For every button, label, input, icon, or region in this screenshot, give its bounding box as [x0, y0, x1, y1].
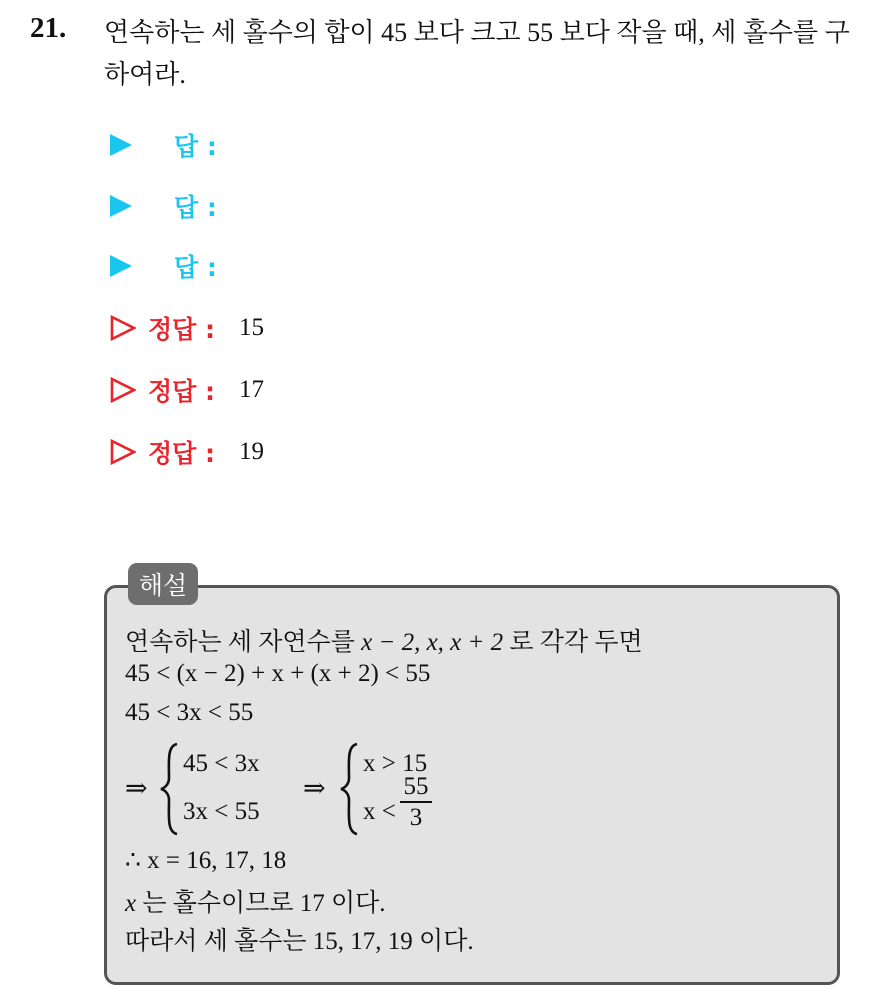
solution-line-2: 45 < (x − 2) + x + (x + 2) < 55: [125, 660, 431, 687]
play-icon: [110, 255, 132, 277]
question-number: 21.: [30, 12, 67, 44]
correct-answer-row: [110, 370, 264, 410]
left-brace-icon: [339, 742, 361, 836]
fraction-denominator: 3: [409, 804, 423, 831]
correct-answer-label: 정답 :: [148, 439, 216, 468]
answer-blank-label: 답 :: [174, 132, 217, 161]
system-line: 45 < 3x: [183, 750, 260, 777]
play-icon: [110, 195, 132, 217]
solution-line-5: [125, 883, 386, 919]
answer-blank-label: 답 :: [174, 193, 217, 222]
solution-text: 는 홀수이므로 17 이다.: [142, 890, 386, 917]
solution-math: x − 2, x, x + 2: [361, 629, 504, 656]
question-text: 연속하는 세 홀수의 합이 45 보다 크고 55 보다 작을 때, 세 홀수를 구하여라.: [104, 18, 850, 89]
solution-tag: 해설: [128, 563, 198, 605]
correct-answer-row: [110, 308, 264, 348]
correct-answer-value: 15: [239, 314, 265, 341]
implies-arrow: ⇒: [125, 773, 148, 803]
system-line: x <: [363, 798, 396, 825]
left-brace-icon: [159, 742, 181, 836]
answer-blank-row: [110, 186, 217, 226]
solution-line-1: [125, 622, 643, 658]
correct-answer-value: 17: [239, 376, 265, 403]
play-icon: [110, 134, 132, 156]
fraction-numerator: 55: [403, 773, 429, 800]
correct-answer-value: 19: [239, 438, 265, 465]
implies-arrow: ⇒: [303, 773, 326, 803]
system-line: x > 15: [363, 750, 428, 777]
answer-blank-row: [110, 246, 217, 286]
correct-answer-label: 정답 :: [148, 377, 216, 406]
answer-blank-label: 답 :: [174, 253, 217, 282]
solution-line-4: ∴ x = 16, 17, 18: [125, 847, 287, 874]
solution-text: 연속하는 세 자연수를: [125, 629, 355, 656]
solution-line-6: 따라서 세 홀수는 15, 17, 19 이다.: [125, 928, 474, 955]
answer-blank-row: [110, 125, 217, 165]
correct-answer-row: [110, 432, 264, 472]
fraction: [400, 772, 432, 832]
triangle-outline-icon: [110, 315, 136, 341]
solution-line-3: 45 < 3x < 55: [125, 699, 254, 726]
solution-text: 로 각각 두면: [509, 629, 643, 656]
triangle-outline-icon: [110, 377, 136, 403]
system-line: 3x < 55: [183, 798, 260, 825]
solution-math: x: [125, 890, 137, 917]
triangle-outline-icon: [110, 439, 136, 465]
correct-answer-label: 정답 :: [148, 315, 216, 344]
